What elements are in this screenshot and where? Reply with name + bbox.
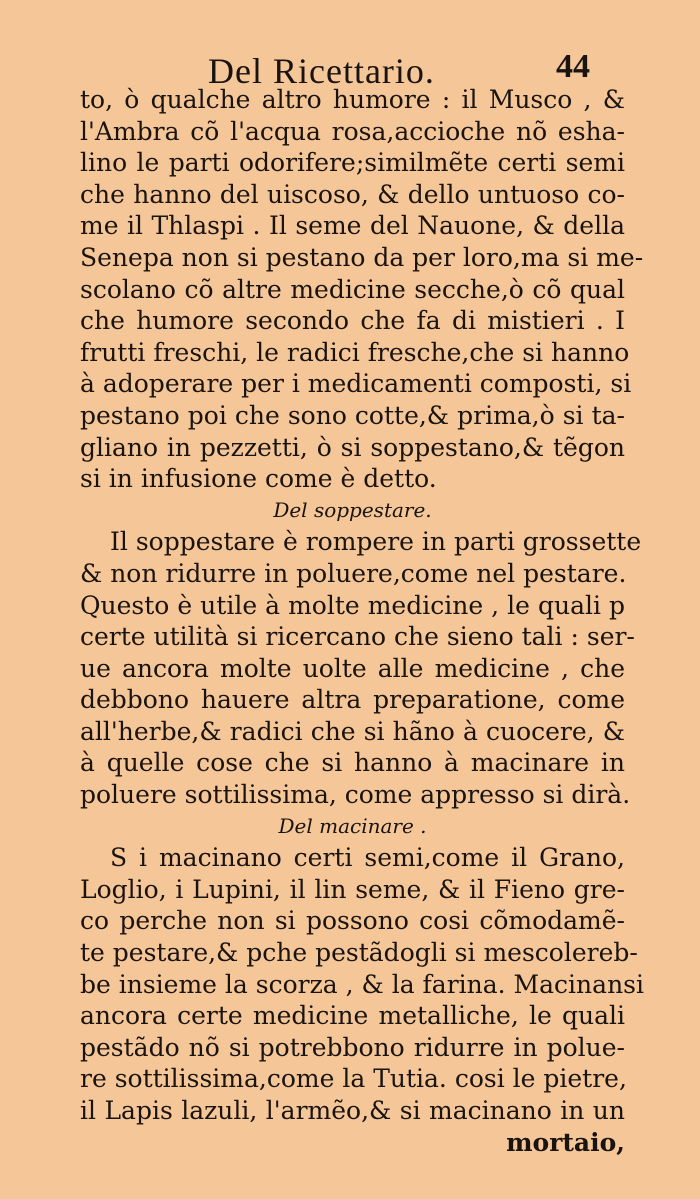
text-line: debbono hauere altra preparatione, come <box>80 685 625 715</box>
text-line: Il soppestare è rompere in parti grossette <box>110 527 642 557</box>
text-line: lino le parti odorifere;similmẽte certi semi <box>80 148 625 178</box>
text-line: gliano in pezzetti, ò si soppestano,& tẽgon <box>80 432 625 462</box>
text-line: Questo è utile à molte medicine , le quali p <box>80 590 625 620</box>
text-line: che hanno del uiscoso, & dello untuoso co- <box>80 179 625 209</box>
running-title: Del Ricettario. <box>208 51 435 91</box>
text-line: pestãdo nõ si potrebbono ridurre in polue- <box>80 1032 625 1062</box>
text-line: à quelle cose che si hanno à macinare in <box>80 748 625 778</box>
text-line: te pestare,& pche pestãdogli si mescolereb- <box>80 938 638 968</box>
section-heading-macinare: Del macinare . <box>278 813 427 838</box>
catchword: mortaio, <box>506 1127 625 1157</box>
text-line: be insieme la scorza , & la farina. Macinansi <box>80 969 644 999</box>
text-line: il Lapis lazuli, l'armẽo,& si macinano in un <box>80 1096 625 1125</box>
text-line: che humore secondo che fa di mistieri . I <box>80 306 625 336</box>
text-line: to, ò qualche altro humore : il Musco , & <box>80 85 625 114</box>
paragraph-macinare <box>80 842 644 1126</box>
text-line: co perche non si possono cosi cõmodamẽ- <box>80 906 625 936</box>
text-line: Senepa non si pestano da per loro,ma si me- <box>80 242 644 272</box>
paragraph-pestare-continued <box>80 84 644 495</box>
body-text <box>80 84 644 1158</box>
text-line: si in infusione come è detto. <box>80 464 437 494</box>
section-heading-soppestare: Del soppestare. <box>273 497 432 522</box>
text-line: l'Ambra cõ l'acqua rosa,accioche nõ esha- <box>80 116 625 146</box>
text-line: all'herbe,& radici che si hãno à cuocere, & <box>80 716 625 746</box>
text-line: certe utilità si ricercano che sieno tali : ser- <box>80 622 635 652</box>
text-line: poluere sottilissima, come appresso si dirà. <box>80 780 631 810</box>
text-line: scolano cõ altre medicine secche,ò cõ qual <box>80 274 625 304</box>
text-line: S i macinano certi semi,come il Grano, <box>110 843 625 873</box>
text-line: & non ridurre in poluere,come nel pestare. <box>80 558 627 588</box>
page-number: 44 <box>556 48 590 85</box>
text-line: ue ancora molte uolte alle medicine , che <box>80 653 625 683</box>
text-line: à adoperare per i medicamenti composti, si <box>80 369 632 399</box>
paragraph-soppestare <box>80 526 642 810</box>
text-line: Loglio, i Lupini, il lin seme, & il Fieno gre- <box>80 874 625 904</box>
text-line: me il Thlaspi . Il seme del Nauone, & della <box>80 211 625 241</box>
text-line: pestano poi che sono cotte,& prima,ò si ta- <box>80 400 625 430</box>
text-line: re sottilissima,come la Tutia. cosi le pietre, <box>80 1064 627 1094</box>
text-line: ancora certe medicine metalliche, le quali <box>80 1001 625 1031</box>
text-line: frutti freschi, le radici fresche,che si hanno <box>80 337 630 367</box>
